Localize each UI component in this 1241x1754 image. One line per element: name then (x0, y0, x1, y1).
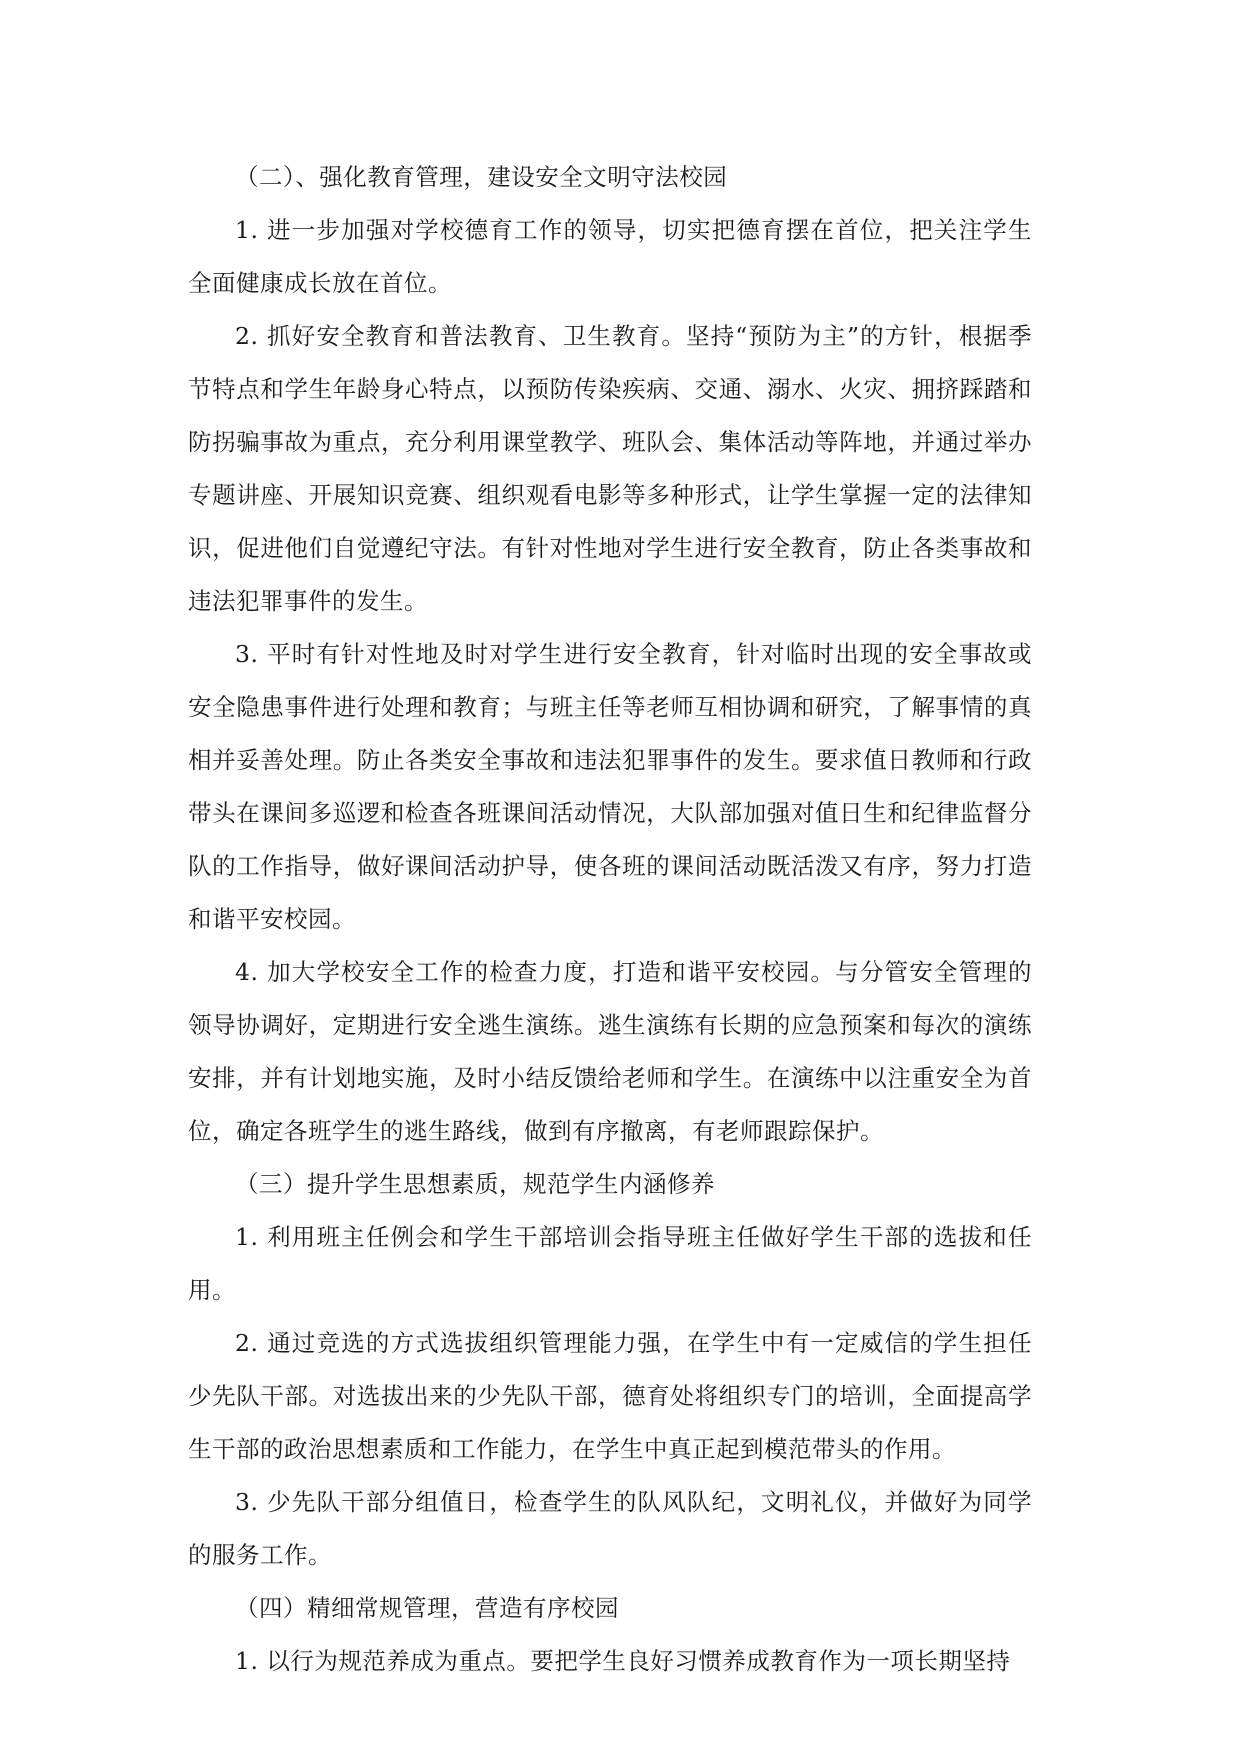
paragraph-3-1: 1. 利用班主任例会和学生干部培训会指导班主任做好学生干部的选拔和任用。 (188, 1223, 1032, 1304)
paragraph-2-3: 3. 平时有针对性地及时对学生进行安全教育，针对临时出现的安全事故或安全隐患事件进行处理和教育；与班主任等老师互相协调和研究，了解事情的真相并妥善处理。防止各类安全事故和违法犯罪事件的发生。要求值日教师和行政带头在课间多巡逻和检查各班课间活动情况，大队部加强对值日生和纪律监督分队的工作指导，做好课间活动护导，使各班的课间活动既活泼又有序，努力打造和谐平安校园。 (188, 640, 1032, 933)
paragraph-2-2: 2. 抓好安全教育和普法教育、卫生教育。坚持“预防为主”的方针，根据季节特点和学生年龄身心特点，以预防传染疾病、交通、溺水、火灾、拥挤踩踏和防拐骗事故为重点，充分利用课堂教学、班队会、集体活动等阵地，并通过举办专题讲座、开展知识竞赛、组织观看电影等多种形式，让学生掌握一定的法律知识，促进他们自觉遵纪守法。有针对性地对学生进行安全教育，防止各类事故和违法犯罪事件的发生。 (188, 322, 1032, 615)
section-heading-4: （四）精细常规管理，营造有序校园 (235, 1594, 619, 1622)
paragraph-3-3: 3. 少先队干部分组值日，检查学生的队风队纪，文明礼仪，并做好为同学的服务工作。 (188, 1488, 1032, 1569)
paragraph-4-1: 1. 以行为规范养成为重点。要把学生良好习惯养成教育作为一项长期坚持 (235, 1647, 1011, 1675)
paragraph-2-4: 4. 加大学校安全工作的检查力度，打造和谐平安校园。与分管安全管理的领导协调好，定期进行安全逃生演练。逃生演练有长期的应急预案和每次的演练安排，并有计划地实施，及时小结反馈给老师和学生。在演练中以注重安全为首位，确定各班学生的逃生路线，做到有序撤离，有老师跟踪保护。 (188, 958, 1032, 1145)
section-heading-3: （三）提升学生思想素质，规范学生内涵修养 (235, 1170, 715, 1198)
paragraph-2-1: 1. 进一步加强对学校德育工作的领导，切实把德育摆在首位，把关注学生全面健康成长放在首位。 (188, 216, 1032, 297)
paragraph-3-2: 2. 通过竞选的方式选拔组织管理能力强，在学生中有一定威信的学生担任少先队干部。对选拔出来的少先队干部，德育处将组织专门的培训，全面提高学生干部的政治思想素质和工作能力，在学生中真正起到模范带头的作用。 (188, 1329, 1032, 1463)
section-heading-2: （二）、强化教育管理，建设安全文明守法校园 (235, 163, 728, 191)
document-body (188, 151, 1032, 1688)
